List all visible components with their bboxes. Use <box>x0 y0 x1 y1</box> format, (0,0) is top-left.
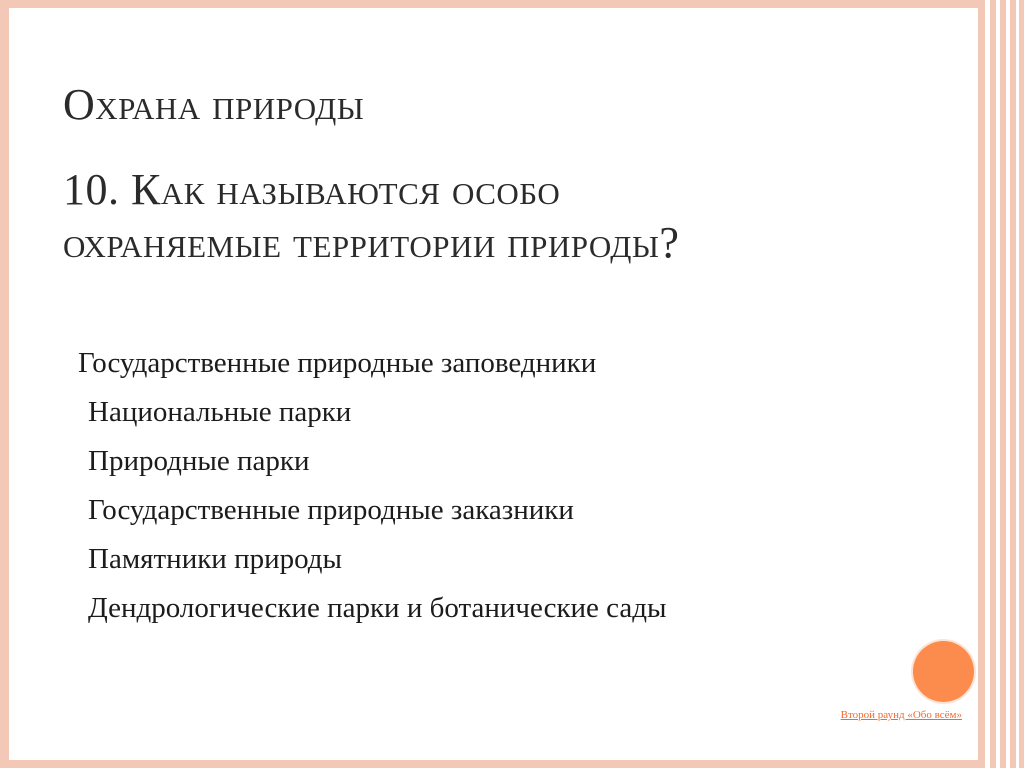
answer-item: Государственные природные заповедники <box>78 347 597 379</box>
frame-stripe <box>996 0 1000 768</box>
title-question-line-1: 10. Как называются особо <box>63 165 561 214</box>
answer-list <box>78 340 667 634</box>
frame-stripe <box>1006 0 1010 768</box>
answer-item: Памятники природы <box>88 543 343 575</box>
decorative-circle <box>913 641 974 702</box>
round-link[interactable]: Второй раунд «Обо всём» <box>840 709 962 721</box>
frame-stripe <box>985 0 990 768</box>
title-spacer <box>63 131 963 163</box>
answer-item: Дендрологические парки и ботанические сады <box>88 592 667 624</box>
slide-title <box>63 78 963 269</box>
answer-item: Государственные природные заказники <box>88 494 574 526</box>
frame-stripe <box>1016 0 1019 768</box>
title-question-line-2: охраняемые территории природы? <box>63 218 680 267</box>
title-topic: Охрана природы <box>63 80 365 129</box>
answer-item: Природные парки <box>88 445 310 477</box>
answer-item: Национальные парки <box>88 396 352 428</box>
